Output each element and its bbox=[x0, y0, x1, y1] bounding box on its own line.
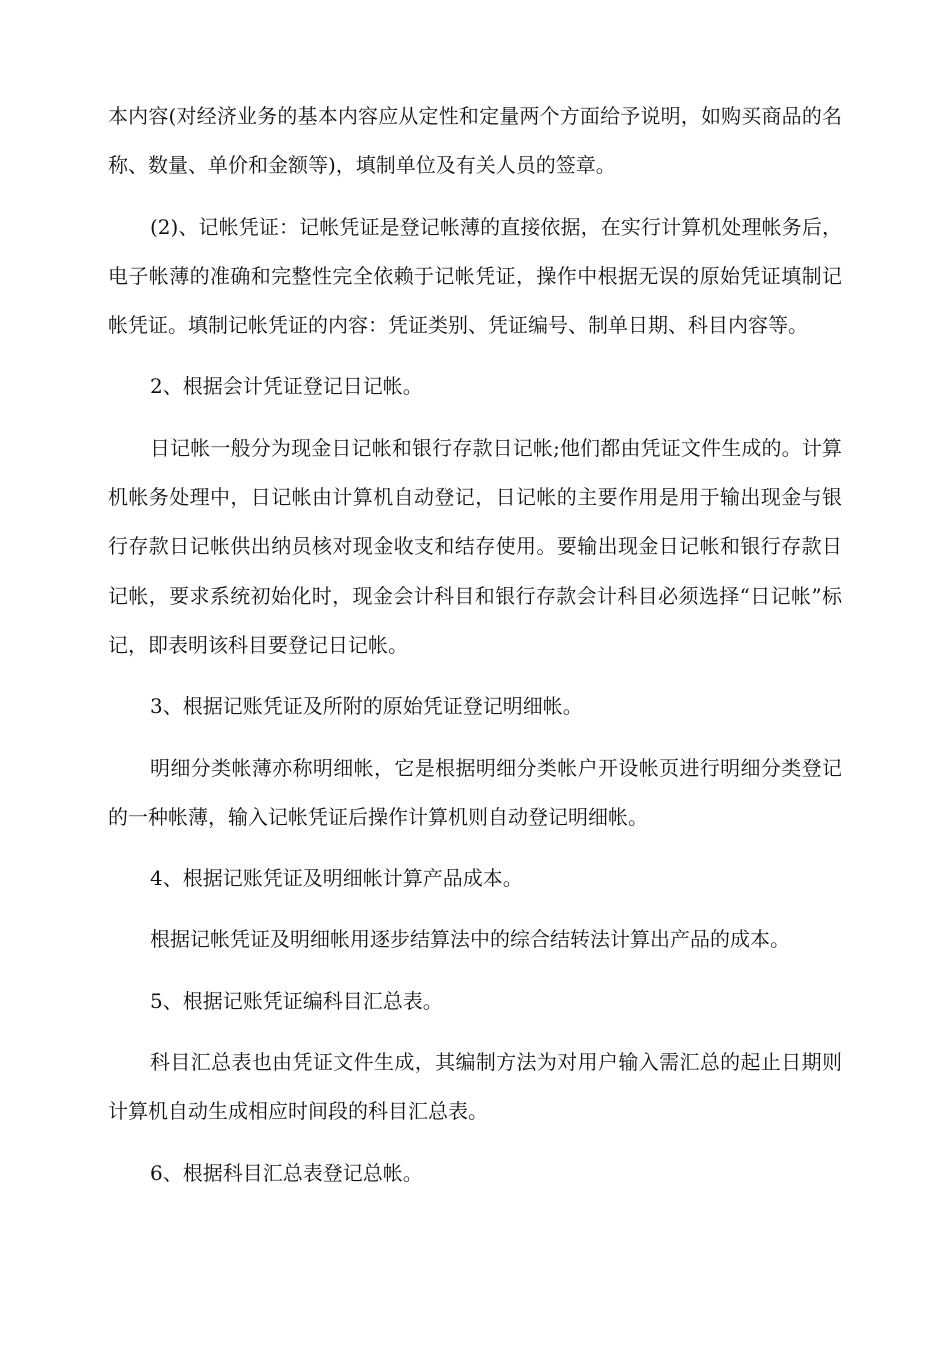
paragraph-journal: 日记帐一般分为现金日记帐和银行存款日记帐;他们都由凭证文件生成的。计算机帐务处理中，日记帐由计算机自动登记，日记帐的主要作用是用于输出现金与银行存款日记帐供出纳员核对现金收支和结存使用。要输出现金日记帐和银行存款日记帐，要求系统初始化时，现金会计科目和银行存款会计科目必须选择“日记帐”标记，即表明该科目要登记日记帐。 bbox=[108, 435, 842, 657]
paragraph-product-cost: 根据记帐凭证及明细帐用逐步结算法中的综合结转法计算出产品的成本。 bbox=[150, 927, 790, 952]
heading-account-summary: 5、根据记账凭证编科目汇总表。 bbox=[150, 988, 443, 1013]
paragraph-continuation: 本内容(对经济业务的基本内容应从定性和定量两个方面给予说明，如购买商品的名称、数量、单价和金额等)，填制单位及有关人员的签章。 bbox=[108, 104, 842, 178]
document-body bbox=[108, 92, 842, 1210]
heading-general-ledger: 6、根据科目汇总表登记总帐。 bbox=[150, 1160, 423, 1185]
heading-journal: 2、根据会计凭证登记日记帐。 bbox=[150, 374, 423, 399]
paragraph-bookkeeping-voucher: (2)、记帐凭证：记帐凭证是登记帐薄的直接依据，在实行计算机处理帐务后，电子帐薄的准确和完整性完全依赖于记帐凭证，操作中根据无误的原始凭证填制记帐凭证。填制记帐凭证的内容：凭证类别、凭证编号、制单日期、科目内容等。 bbox=[108, 214, 842, 338]
heading-product-cost: 4、根据记账凭证及明细帐计算产品成本。 bbox=[150, 866, 523, 891]
paragraph-subsidiary-ledger: 明细分类帐薄亦称明细帐，它是根据明细分类帐户开设帐页进行明细分类登记的一种帐薄，输入记帐凭证后操作计算机则自动登记明细帐。 bbox=[108, 755, 842, 829]
paragraph-account-summary: 科目汇总表也由凭证文件生成，其编制方法为对用户输入需汇总的起止日期则计算机自动生成相应时间段的科目汇总表。 bbox=[108, 1050, 842, 1124]
heading-subsidiary-ledger: 3、根据记账凭证及所附的原始凭证登记明细帐。 bbox=[150, 694, 583, 719]
